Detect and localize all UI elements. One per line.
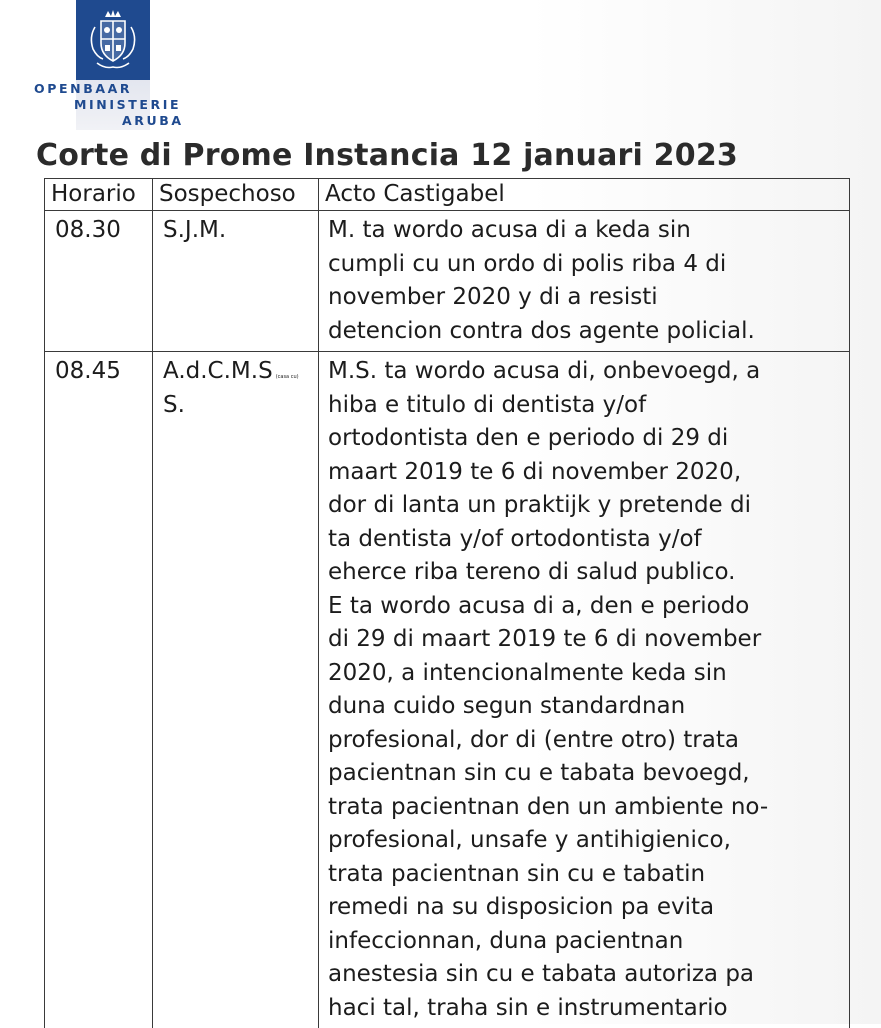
coat-of-arms-icon	[76, 0, 150, 80]
offense-line: maart 2019 te 6 di november 2020,	[328, 456, 843, 490]
offense-line: cumpli cu un ordo di polis riba 4 di	[328, 248, 843, 282]
offense-line: hiba e titulo di dentista y/of	[328, 389, 843, 423]
suspect-note: (casa cu)	[276, 374, 299, 380]
suspect-initials-cont: S.	[163, 389, 312, 423]
offense-line: november 2020 y di a resisti	[328, 281, 843, 315]
offense-line: trata pacientnan den un ambiente no-	[328, 791, 843, 825]
page-title: Corte di Prome Instancia 12 januari 2023	[36, 138, 738, 173]
cell-offense	[319, 211, 850, 352]
suspect-initials: A.d.C.M.S	[163, 358, 273, 384]
offense-line: trata pacientnan sin cu e tabatin	[328, 858, 843, 892]
offense-line: ta dentista y/of ortodontista y/of	[328, 523, 843, 557]
offense-line: profesional, unsafe y antihigienico,	[328, 824, 843, 858]
offense-line: infeccionnan, duna pacientnan	[328, 925, 843, 959]
table-row	[45, 211, 850, 352]
cell-suspect	[153, 352, 319, 1028]
offense-line: dor di lanta un praktijk y pretende di	[328, 489, 843, 523]
offense-line: M. ta wordo acusa di a keda sin	[328, 214, 843, 248]
offense-line: haci tal, traha sin e instrumentario	[328, 992, 843, 1026]
offense-line: anestesia sin cu e tabata autoriza pa	[328, 958, 843, 992]
cell-suspect	[153, 211, 319, 352]
logo-text-ministerie: MINISTERIE	[74, 97, 181, 112]
suspect-initials: S.J.M.	[163, 217, 226, 243]
offense-line: pacientnan sin cu e tabata bevoegd,	[328, 757, 843, 791]
offense-line: detencion contra dos agente policial.	[328, 315, 843, 349]
offense-line: profesional, dor di (entre otro) trata	[328, 724, 843, 758]
offense-line: di 29 di maart 2019 te 6 di november	[328, 623, 843, 657]
header-acto-castigabel: Acto Castigabel	[319, 179, 850, 211]
offense-line: E ta wordo acusa di a, den e periodo	[328, 590, 843, 624]
offense-line: eherce riba tereno di salud publico.	[328, 556, 843, 590]
cell-time: 08.30	[45, 211, 153, 352]
header-horario: Horario	[45, 179, 153, 211]
hearing-schedule-table	[44, 178, 850, 1028]
offense-line: remedi na su disposicion pa evita	[328, 891, 843, 925]
offense-line: M.S. ta wordo acusa di, onbevoegd, a	[328, 355, 843, 389]
table-row	[45, 352, 850, 1028]
offense-line: ortodontista den e periodo di 29 di	[328, 422, 843, 456]
offense-line: duna cuido segun standardnan	[328, 690, 843, 724]
cell-offense	[319, 352, 850, 1028]
table-header-row	[45, 179, 850, 211]
logo-text-aruba: ARUBA	[122, 113, 184, 128]
offense-line: 2020, a intencionalmente keda sin	[328, 657, 843, 691]
openbaar-ministerie-logo	[30, 0, 210, 130]
header-sospechoso: Sospechoso	[153, 179, 319, 211]
cell-time: 08.45	[45, 352, 153, 1028]
logo-text-openbaar: OPENBAAR	[34, 81, 132, 96]
